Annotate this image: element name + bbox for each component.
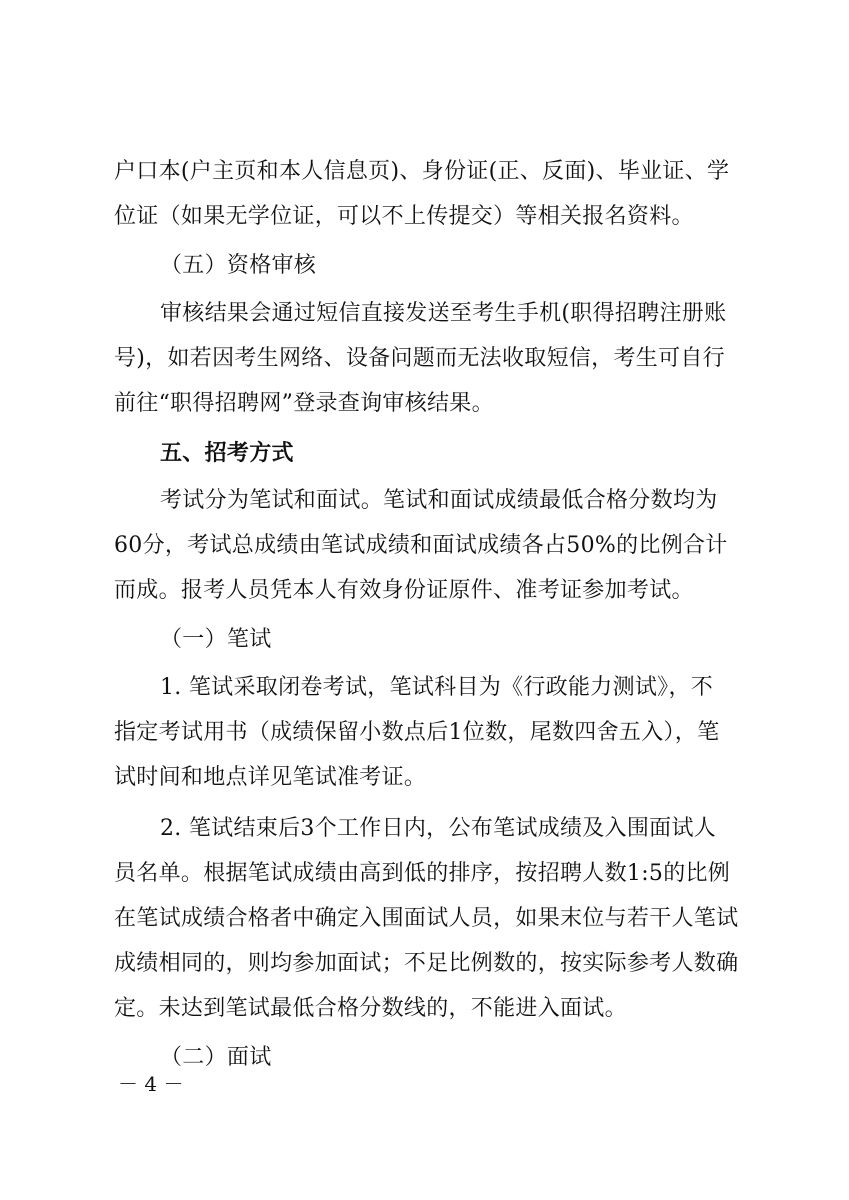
paragraph-line: 1. 笔试采取闭卷考试，笔试科目为《行政能力测试》，不: [160, 675, 714, 700]
paragraph-line: 考试分为笔试和面试。笔试和面试成绩最低合格分数均为: [160, 488, 718, 513]
paragraph-line: 位证（如果无学位证，可以不上传提交）等相关报名资料。: [114, 204, 694, 229]
paragraph-line: 成绩相同的，则均参加面试；不足比例数的，按实际参考人数确: [114, 951, 739, 976]
section-heading-qualification-review: （五）资格审核: [160, 253, 317, 278]
paragraph-line: 定。未达到笔试最低合格分数线的，不能进入面试。: [114, 996, 627, 1021]
paragraph-line: 前往“职得招聘网”登录查询审核结果。: [114, 391, 494, 416]
paragraph-line: 员名单。根据笔试成绩由高到低的排序，按招聘人数1:5的比例: [114, 861, 731, 886]
paragraph-line: 2. 笔试结束后3个工作日内，公布笔试成绩及入围面试人: [160, 816, 717, 841]
paragraph-line: 试时间和地点详见笔试准考证。: [114, 765, 427, 790]
paragraph-line: 60分，考试总成绩由笔试成绩和面试成绩各占50%的比例合计: [114, 533, 728, 558]
paragraph-line: 而成。报考人员凭本人有效身份证原件、准考证参加考试。: [114, 578, 694, 603]
paragraph-line: 号)，如若因考生网络、设备问题而无法收取短信，考生可自行: [114, 346, 725, 371]
paragraph-line: 户口本(户主页和本人信息页)、身份证(正、反面)、毕业证、学: [114, 159, 730, 184]
paragraph-line: 审核结果会通过短信直接发送至考生手机(职得招聘注册账: [160, 301, 727, 326]
section-heading-exam-method: 五、招考方式: [160, 440, 294, 466]
paragraph-line: 在笔试成绩合格者中确定入围面试人员，如果末位与若干人笔试: [114, 906, 739, 931]
section-heading-written-exam: （一）笔试: [160, 627, 272, 652]
section-heading-interview: （二）面试: [160, 1045, 272, 1070]
page-number: － 4 －: [118, 1072, 184, 1096]
paragraph-line: 指定考试用书（成绩保留小数点后1位数，尾数四舍五入），笔: [114, 720, 720, 745]
